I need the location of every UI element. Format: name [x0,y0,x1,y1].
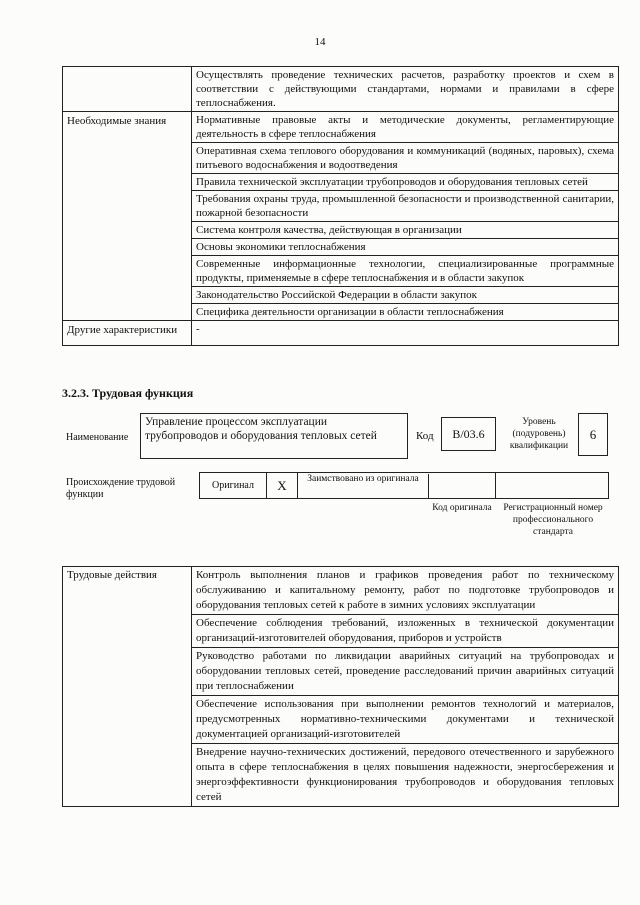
function-name-value: Управление процессом эксплуатации трубопроводов и оборудования тепловых сетей [140,413,408,459]
value-cell [192,67,619,112]
borrowed-label: Заимствовано из оригинала [298,474,429,498]
list-item: Руководство работами по ликвидации аварийных ситуаций на трубопроводах и оборудовании тепловых сетей, проведение расследований причин аварийных ситуаций при теплоснабжении [192,648,618,696]
knowledge-label: Необходимые знания [63,112,192,321]
origin-box [199,472,609,499]
list-item: Контроль выполнения планов и графиков проведения работ по техническому обслуживанию и капитальному ремонту, работ по подготовке трубопроводов и оборудования тепловых сетей к работе в зимних условиях эксплуатации [192,567,618,615]
list-item: Осуществлять проведение технических расчетов, разработку проектов и схем в соответствии с действующими стандартами, нормами и правилами в сфере теплоснабжения. [196,69,614,109]
code-original-caption: Код оригинала [432,503,492,513]
list-item: Нормативные правовые акты и методические документы, регламентирующие деятельность в сфере теплоснабжения [192,112,618,143]
list-item: Обеспечение использования при выполнении ремонтов технологий и материалов, предусмотренных нормативно-техническими документами и технической документацией организаций-изготовителей [192,696,618,744]
other-label: Другие характеристики [63,321,192,346]
level-value: 6 [578,413,608,456]
table-row [63,67,619,112]
empty-label-cell [63,67,192,112]
list-item: Основы экономики теплоснабжения [192,239,618,256]
actions-table [62,566,619,807]
list-item: Современные информационные технологии, специализированные программные продукты, применяемые в сфере теплоснабжения и в области закупок [192,256,618,287]
actions-items-cell [192,567,619,807]
actions-label: Трудовые действия [63,567,192,807]
table-row [63,567,619,807]
other-value: - [196,323,200,335]
reg-number-caption: Регистрационный номер профессионального стандарта [503,503,603,537]
knowledge-table [62,66,619,346]
original-label: Оригинал [200,473,267,498]
list-item: Специфика деятельности организации в области теплоснабжения [196,306,504,318]
list-item: Обеспечение соблюдения требований, изложенных в технической документации организаций-изготовителей оборудования, приборов и устройств [192,615,618,648]
knowledge-items-cell [192,112,619,321]
name-label: Наименование [66,432,129,443]
code-value: В/03.6 [441,417,496,451]
original-mark: Х [267,473,298,498]
list-item: Оперативная схема теплового оборудования и коммуникаций (водяных, паровых), схема питьевого водоснабжения и водоотведения [192,143,618,174]
list-item: Внедрение научно-технических достижений, передового отечественного и зарубежного опыта в сфере теплоснабжения в целях повышения надежности, энергосбережения и энергоэффективности функционирования трубопроводов и оборудования тепловых сетей [196,746,614,803]
list-item: Правила технической эксплуатации трубопроводов и оборудования тепловых сетей [192,174,618,191]
reg-number-cell [496,473,608,498]
table-row [63,321,619,346]
section-heading: 3.2.3. Трудовая функция [62,386,194,400]
code-label: Код [416,430,434,442]
list-item: Законодательство Российской Федерации в области закупок [192,287,618,304]
list-item: Требования охраны труда, промышленной безопасности и производственной санитарии, пожарной безопасности [192,191,618,222]
origin-label: Происхождение трудовой функции [66,477,176,500]
page-number: 14 [314,36,326,48]
level-label: Уровень (подуровень) квалификации [509,417,569,451]
code-original-cell [429,473,496,498]
list-item: Система контроля качества, действующая в организации [192,222,618,239]
table-row [63,112,619,321]
other-value-cell [192,321,619,346]
